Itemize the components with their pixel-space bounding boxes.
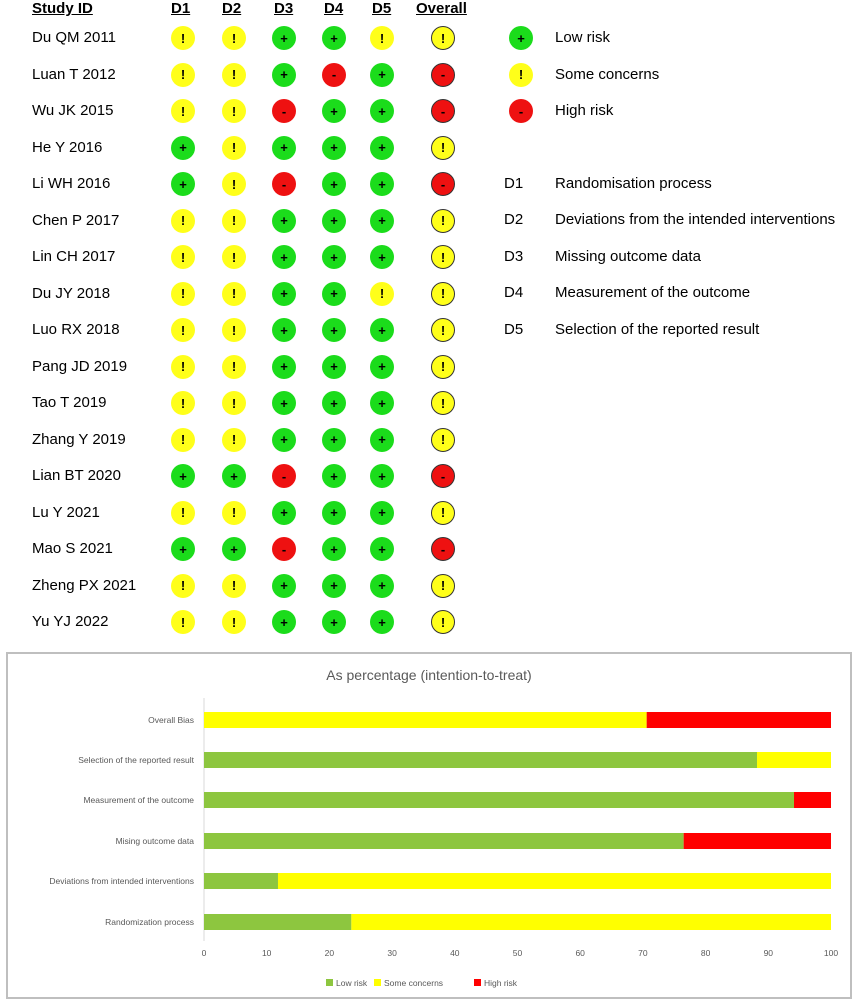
risk-dot-high: - (431, 464, 455, 488)
risk-dot-high: - (431, 172, 455, 196)
risk-dot-some: ! (431, 574, 455, 598)
risk-dot-low: + (370, 209, 394, 233)
risk-dot-low: + (222, 537, 246, 561)
study-label: Li WH 2016 (32, 175, 111, 192)
risk-dot-low: + (272, 245, 296, 269)
risk-dot-some: ! (222, 26, 246, 50)
risk-dot-some: ! (171, 209, 195, 233)
risk-dot-some: ! (431, 209, 455, 233)
legend-dot-low: + (509, 26, 533, 50)
risk-dot-some: ! (222, 610, 246, 634)
risk-dot-low: + (272, 63, 296, 87)
study-label: He Y 2016 (32, 138, 103, 156)
study-label: Tao T 2019 (32, 394, 107, 411)
category-label: Measurement of the outcome (83, 795, 194, 805)
column-header: D4 (324, 0, 344, 17)
bar-segment-low-risk (204, 833, 684, 849)
risk-dot-some: ! (431, 428, 455, 452)
risk-dot-low: + (370, 245, 394, 269)
risk-dot-low: + (322, 136, 346, 160)
x-tick-label: 70 (638, 948, 648, 958)
risk-dot-some: ! (431, 136, 455, 160)
x-tick-label: 100 (823, 948, 839, 958)
bar-segment-low-risk (204, 914, 351, 930)
x-tick-label: 10 (261, 948, 272, 958)
risk-dot-low: + (370, 391, 394, 415)
risk-dot-low: + (322, 355, 346, 379)
risk-dot-low: + (272, 318, 296, 342)
risk-dot-low: + (370, 136, 394, 160)
risk-dot-low: + (370, 610, 394, 634)
bar-segment-high-risk (684, 833, 831, 849)
risk-dot-low: + (370, 428, 394, 452)
category-label: Mising outcome data (115, 836, 194, 846)
x-tick-label: 60 (575, 948, 585, 958)
study-label: Lian BT 2020 (32, 467, 121, 484)
risk-dot-some: ! (222, 574, 246, 598)
risk-dot-low: + (322, 209, 346, 233)
risk-dot-some: ! (431, 610, 455, 634)
risk-dot-low: + (272, 209, 296, 233)
risk-dot-low: + (272, 282, 296, 306)
bar-segment-some-concerns (351, 914, 831, 930)
risk-dot-some: ! (222, 428, 246, 452)
risk-dot-some: ! (171, 282, 195, 306)
x-tick-label: 80 (700, 948, 711, 958)
bar-segment-some-concerns (757, 752, 831, 768)
risk-dot-some: ! (222, 355, 246, 379)
study-label: Luo RX 2018 (32, 321, 120, 338)
domain-code: D1 (504, 175, 524, 192)
risk-dot-low: + (322, 172, 346, 196)
summary-bar-chart (6, 652, 852, 999)
risk-dot-some: ! (222, 245, 246, 269)
study-label: Chen P 2017 (32, 211, 120, 229)
bar-segment-high-risk (794, 792, 831, 808)
study-label: Lu Y 2021 (32, 503, 100, 521)
legend-dot-high: - (509, 99, 533, 123)
bar-segment-some-concerns (204, 712, 647, 728)
risk-dot-some: ! (171, 318, 195, 342)
category-label: Randomization process (105, 917, 194, 927)
study-label: Du JY 2018 (32, 284, 111, 302)
risk-dot-some: ! (171, 63, 195, 87)
risk-dot-low: + (272, 355, 296, 379)
risk-dot-some: ! (431, 245, 455, 269)
risk-dot-low: + (370, 99, 394, 123)
risk-dot-some: ! (222, 501, 246, 525)
column-header: D1 (171, 0, 191, 17)
risk-dot-low: + (370, 355, 394, 379)
x-tick-label: 50 (512, 948, 523, 958)
risk-dot-some: ! (222, 391, 246, 415)
domain-code: D2 (504, 211, 524, 229)
risk-dot-low: + (222, 464, 246, 488)
study-label: Zhang Y 2019 (32, 430, 126, 448)
risk-dot-some: ! (222, 209, 246, 233)
risk-dot-some: ! (431, 501, 455, 525)
bar-segment-low-risk (204, 792, 794, 808)
legend-swatch-high-risk (474, 979, 481, 986)
domain-code: D4 (504, 284, 524, 302)
study-label: Yu YJ 2022 (32, 613, 109, 630)
risk-dot-low: + (370, 537, 394, 561)
risk-dot-high: - (431, 537, 455, 561)
legend-label: High risk (484, 978, 518, 988)
risk-dot-some: ! (171, 610, 195, 634)
risk-dot-high: - (272, 464, 296, 488)
risk-dot-some: ! (171, 574, 195, 598)
risk-dot-some: ! (171, 26, 195, 50)
legend-label: High risk (555, 102, 614, 119)
risk-dot-low: + (370, 464, 394, 488)
risk-dot-high: - (272, 537, 296, 561)
x-tick-label: 40 (450, 948, 460, 958)
risk-dot-some: ! (222, 282, 246, 306)
risk-dot-high: - (431, 63, 455, 87)
bar-segment-low-risk (204, 873, 278, 889)
bar-segment-some-concerns (278, 873, 831, 889)
risk-dot-low: + (370, 574, 394, 598)
bar-segment-high-risk (647, 712, 831, 728)
summary-bar-chart-svg (8, 654, 850, 997)
study-label: Wu JK 2015 (32, 102, 114, 119)
x-tick-label: 30 (387, 948, 397, 958)
legend-label: Some concerns (384, 978, 444, 988)
risk-dot-low: + (171, 172, 195, 196)
domain-description: Missing outcome data (555, 247, 701, 265)
legend-label: Low risk (336, 978, 368, 988)
x-tick-label: 90 (763, 948, 774, 958)
domain-description: Selection of the reported result (555, 320, 760, 338)
risk-dot-some: ! (222, 172, 246, 196)
risk-dot-some: ! (171, 245, 195, 269)
risk-dot-some: ! (222, 63, 246, 87)
study-label: Luan T 2012 (32, 65, 116, 83)
risk-dot-low: + (322, 282, 346, 306)
column-header: Study ID (32, 0, 93, 17)
x-tick-label: 20 (324, 948, 335, 958)
risk-dot-high: - (272, 172, 296, 196)
risk-dot-low: + (322, 501, 346, 525)
risk-dot-some: ! (370, 26, 394, 50)
risk-dot-some: ! (222, 99, 246, 123)
risk-dot-low: + (370, 318, 394, 342)
study-label: Pang JD 2019 (32, 357, 128, 375)
domain-description: Randomisation process (555, 175, 712, 192)
risk-dot-low: + (370, 501, 394, 525)
column-header: Overall (416, 0, 467, 17)
risk-dot-high: - (272, 99, 296, 123)
chart-title: As percentage (intention-to-treat) (326, 667, 532, 683)
risk-dot-low: + (322, 391, 346, 415)
risk-dot-low: + (322, 245, 346, 269)
legend-label: Some concerns (555, 65, 660, 83)
risk-dot-low: + (272, 136, 296, 160)
risk-dot-high: - (322, 63, 346, 87)
risk-dot-some: ! (431, 391, 455, 415)
risk-dot-some: ! (431, 355, 455, 379)
risk-dot-low: + (272, 574, 296, 598)
category-label: Deviations from intended interventions (49, 876, 194, 886)
risk-dot-some: ! (222, 136, 246, 160)
x-tick-label: 0 (201, 948, 207, 958)
domain-code: D3 (504, 247, 524, 265)
risk-dot-high: - (431, 99, 455, 123)
risk-dot-low: + (171, 136, 195, 160)
risk-dot-low: + (272, 501, 296, 525)
risk-dot-low: + (171, 464, 195, 488)
domain-code: D5 (504, 320, 524, 338)
risk-dot-low: + (322, 99, 346, 123)
study-label: Zheng PX 2021 (32, 576, 137, 594)
risk-dot-some: ! (171, 99, 195, 123)
category-label: Overall Bias (148, 715, 194, 725)
legend-label: Low risk (555, 29, 611, 46)
risk-dot-some: ! (171, 428, 195, 452)
column-header: D5 (372, 0, 392, 17)
study-label: Mao S 2021 (32, 540, 113, 557)
risk-dot-some: ! (370, 282, 394, 306)
risk-dot-low: + (322, 610, 346, 634)
risk-dot-low: + (322, 428, 346, 452)
risk-dot-low: + (272, 610, 296, 634)
column-header: D2 (222, 0, 242, 17)
risk-dot-some: ! (171, 355, 195, 379)
risk-dot-low: + (370, 63, 394, 87)
risk-dot-low: + (272, 391, 296, 415)
risk-dot-some: ! (431, 282, 455, 306)
risk-dot-low: + (272, 428, 296, 452)
legend-swatch-some-concerns (374, 979, 381, 986)
risk-dot-low: + (370, 172, 394, 196)
study-label: Lin CH 2017 (32, 248, 116, 265)
legend-swatch-low-risk (326, 979, 333, 986)
risk-dot-some: ! (171, 501, 195, 525)
risk-dot-some: ! (431, 318, 455, 342)
domain-description: Deviations from the intended interventions (555, 211, 836, 229)
column-header: D3 (274, 0, 294, 17)
risk-dot-low: + (322, 318, 346, 342)
risk-dot-low: + (171, 537, 195, 561)
bar-segment-low-risk (204, 752, 757, 768)
risk-dot-some: ! (222, 318, 246, 342)
risk-dot-low: + (322, 26, 346, 50)
legend-dot-some: ! (509, 63, 533, 87)
risk-dot-low: + (322, 574, 346, 598)
risk-dot-low: + (322, 464, 346, 488)
category-label: Selection of the reported result (78, 755, 194, 765)
risk-dot-low: + (322, 537, 346, 561)
risk-dot-low: + (272, 26, 296, 50)
domain-description: Measurement of the outcome (555, 284, 751, 302)
risk-dot-some: ! (431, 26, 455, 50)
study-label: Du QM 2011 (32, 29, 116, 46)
risk-dot-some: ! (171, 391, 195, 415)
